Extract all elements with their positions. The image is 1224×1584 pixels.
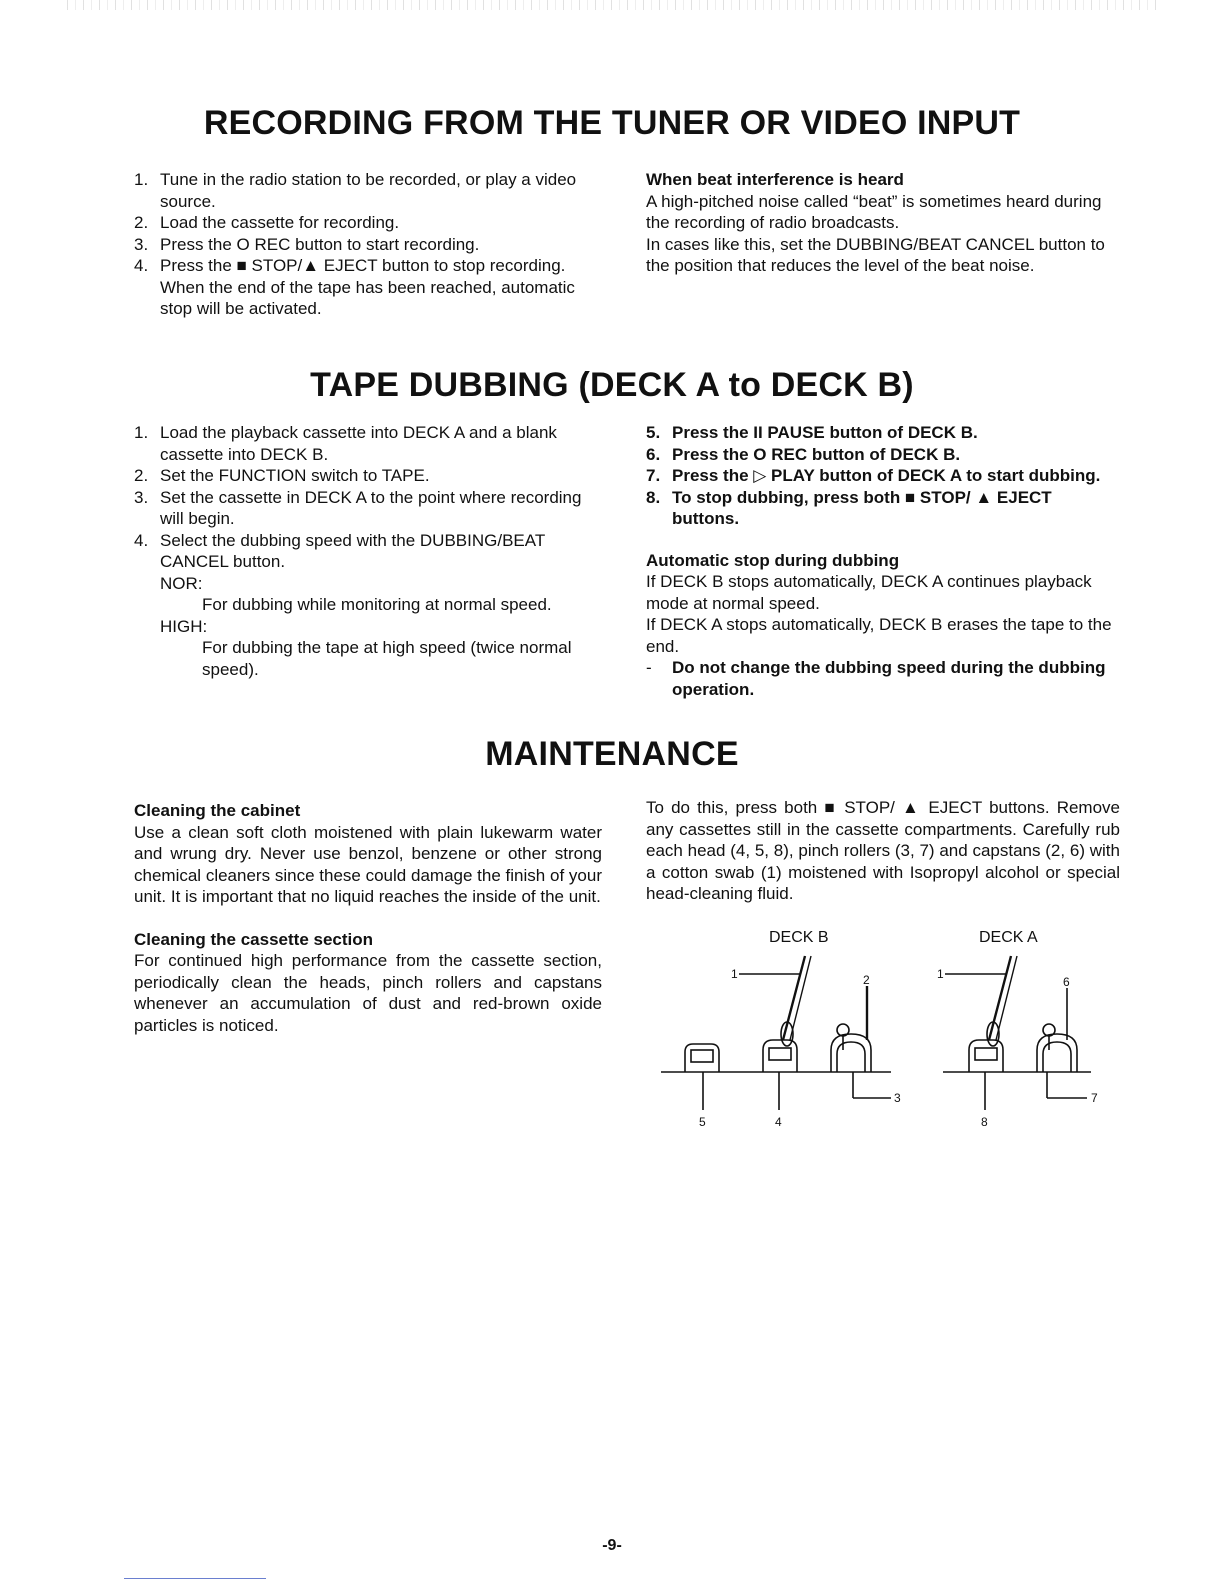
- head-8-shape: [969, 1040, 1003, 1072]
- recording-title: RECORDING FROM THE TUNER OR VIDEO INPUT: [203, 104, 1021, 142]
- step-number: 7.: [646, 466, 661, 485]
- callout-3: 3: [894, 1091, 901, 1105]
- head-5-window: [691, 1050, 713, 1062]
- maintenance-left-column: [134, 800, 602, 1036]
- dubbing-title: TAPE DUBBING (DECK A to DECK B): [310, 366, 914, 404]
- dubbing-step-1: [134, 422, 608, 465]
- auto-stop-heading: Automatic stop during dubbing: [646, 550, 900, 570]
- callout-7: 7: [1091, 1091, 1098, 1105]
- step-number: 2.: [134, 213, 149, 232]
- step-number: 8.: [646, 487, 661, 507]
- mode-nor-desc: For dubbing while monitoring at normal speed.: [202, 595, 552, 614]
- step-text: Set the FUNCTION switch to TAPE.: [160, 466, 430, 485]
- cabinet-heading: Cleaning the cabinet: [134, 801, 301, 820]
- recording-step-4: [134, 255, 608, 320]
- step-number: 2.: [134, 466, 149, 485]
- recording-step-1: [134, 169, 608, 212]
- warning-dash: -: [646, 658, 652, 677]
- head-8-window: [975, 1048, 997, 1060]
- step-text: Select the dubbing speed with the DUBBING/BEAT CANCEL button.: [160, 530, 545, 571]
- head-4-window: [769, 1048, 791, 1060]
- step-number: 3.: [134, 487, 149, 507]
- swab-b-shaft: [783, 956, 805, 1040]
- step-number: 5.: [646, 423, 661, 442]
- beat-paragraph-1: A high-pitched noise called “beat” is sometimes heard during the recording of radio broadcasts.: [646, 191, 1102, 232]
- recording-steps-column: [134, 169, 608, 320]
- dubbing-right-column: [646, 422, 1120, 700]
- cabinet-text: Use a clean soft cloth moistened with plain lukewarm water and wrung dry. Never use benzol, benzene or other strong chemical cleaners since these could damage the finish of your unit. It is important that no liquid reaches the inside of the unit.: [134, 822, 602, 906]
- dubbing-step-6: [646, 444, 1120, 466]
- step-text: Press the II PAUSE button of DECK B.: [672, 423, 978, 442]
- deck-b-label: DECK B: [769, 929, 829, 946]
- mode-high-name: HIGH:: [160, 616, 208, 636]
- step-number: 4.: [134, 530, 149, 550]
- dubbing-step-8: [646, 487, 1120, 530]
- step-text: Tune in the radio station to be recorded, or play a video source.: [160, 170, 577, 211]
- auto-stop-paragraph-1: If DECK B stops automatically, DECK A continues playback mode at normal speed.: [646, 572, 1092, 613]
- step-number: 1.: [134, 170, 149, 189]
- cleaning-procedure-text: To do this, press both ■ STOP/ ▲ EJECT buttons. Remove any cassettes still in the cassette compartments. Carefully rub each head (4, 5, 8), pinch rollers (3, 7) and capstans (2, 6) with a cotton swab (1) moistened with Isopropyl alcohol or special head-cleaning fluid.: [646, 798, 1120, 903]
- dubbing-left-column: [134, 422, 608, 680]
- head-5-shape: [685, 1044, 719, 1072]
- footer-rule: [124, 1578, 266, 1579]
- beat-paragraph-2: In cases like this, set the DUBBING/BEAT CANCEL button to the position that reduces the level of the beat noise.: [646, 234, 1105, 275]
- callout-8: 8: [981, 1115, 988, 1129]
- scan-speckle-strip: [60, 0, 1160, 10]
- step-number: 3.: [134, 234, 149, 254]
- step-number: 4.: [134, 256, 149, 275]
- dubbing-speed-warning: [646, 657, 1120, 700]
- page-number: -9-: [602, 1537, 622, 1554]
- head-4-shape: [763, 1040, 797, 1072]
- callout-1-deck-b: 1: [731, 967, 738, 981]
- beat-interference-column: [646, 169, 1120, 277]
- step-text: Load the playback cassette into DECK A and a blank cassette into DECK B.: [160, 423, 557, 464]
- step-text: Load the cassette for recording.: [160, 213, 400, 232]
- callout-5: 5: [699, 1115, 706, 1129]
- deck-a-label: DECK A: [979, 929, 1038, 946]
- recording-step-2: [134, 212, 608, 234]
- step-number: 6.: [646, 444, 661, 464]
- auto-stop-paragraph-2: If DECK A stops automatically, DECK B erases the tape to the end.: [646, 615, 1112, 656]
- pinch-roller-3-inner: [837, 1042, 865, 1072]
- callout-2: 2: [863, 973, 870, 987]
- callout-6: 6: [1063, 975, 1070, 989]
- dubbing-steps-right: [646, 422, 1120, 530]
- callout-1-deck-a: 1: [937, 967, 944, 981]
- step-text: To stop dubbing, press both ■ STOP/ ▲ EJECT buttons.: [672, 487, 1052, 528]
- recording-steps: [134, 169, 608, 320]
- step-text: Press the O REC button of DECK B.: [672, 444, 961, 464]
- dubbing-step-3: [134, 487, 608, 530]
- step-text: Set the cassette in DECK A to the point where recording will begin.: [160, 487, 582, 528]
- cassette-heading: Cleaning the cassette section: [134, 929, 374, 949]
- mode-high-desc: For dubbing the tape at high speed (twice normal speed).: [202, 638, 572, 679]
- swab-a-shaft: [989, 956, 1011, 1040]
- step-text: Press the ▷ PLAY button of DECK A to start dubbing.: [672, 466, 1101, 485]
- maintenance-right-column: [646, 797, 1120, 905]
- dubbing-steps-left: [134, 422, 608, 573]
- dubbing-step-5: [646, 422, 1120, 444]
- pinch-roller-7-inner: [1043, 1042, 1071, 1072]
- dubbing-step-4: [134, 530, 608, 573]
- beat-heading: When beat interference is heard: [646, 170, 904, 189]
- recording-step-3: [134, 234, 608, 256]
- step-text: Press the ■ STOP/▲ EJECT button to stop recording. When the end of the tape has been reached, automatic stop will be activated.: [160, 256, 575, 318]
- cassette-text: For continued high performance from the cassette section, periodically clean the heads, pinch rollers and capstans whenever an accumulation of dust and red-brown oxide particles is noticed.: [134, 951, 602, 1035]
- maintenance-title: MAINTENANCE: [485, 735, 739, 773]
- dubbing-step-2: [134, 465, 608, 487]
- step-number: 1.: [134, 423, 149, 442]
- head-cleaning-diagram: [655, 922, 1125, 1132]
- step-text: Press the O REC button to start recording.: [160, 234, 480, 254]
- warning-text: Do not change the dubbing speed during the dubbing operation.: [672, 658, 1106, 699]
- dubbing-step-7: [646, 465, 1120, 487]
- callout-4: 4: [775, 1115, 782, 1129]
- dubbing-speed-modes: [134, 573, 608, 681]
- mode-nor-name: NOR:: [160, 573, 203, 593]
